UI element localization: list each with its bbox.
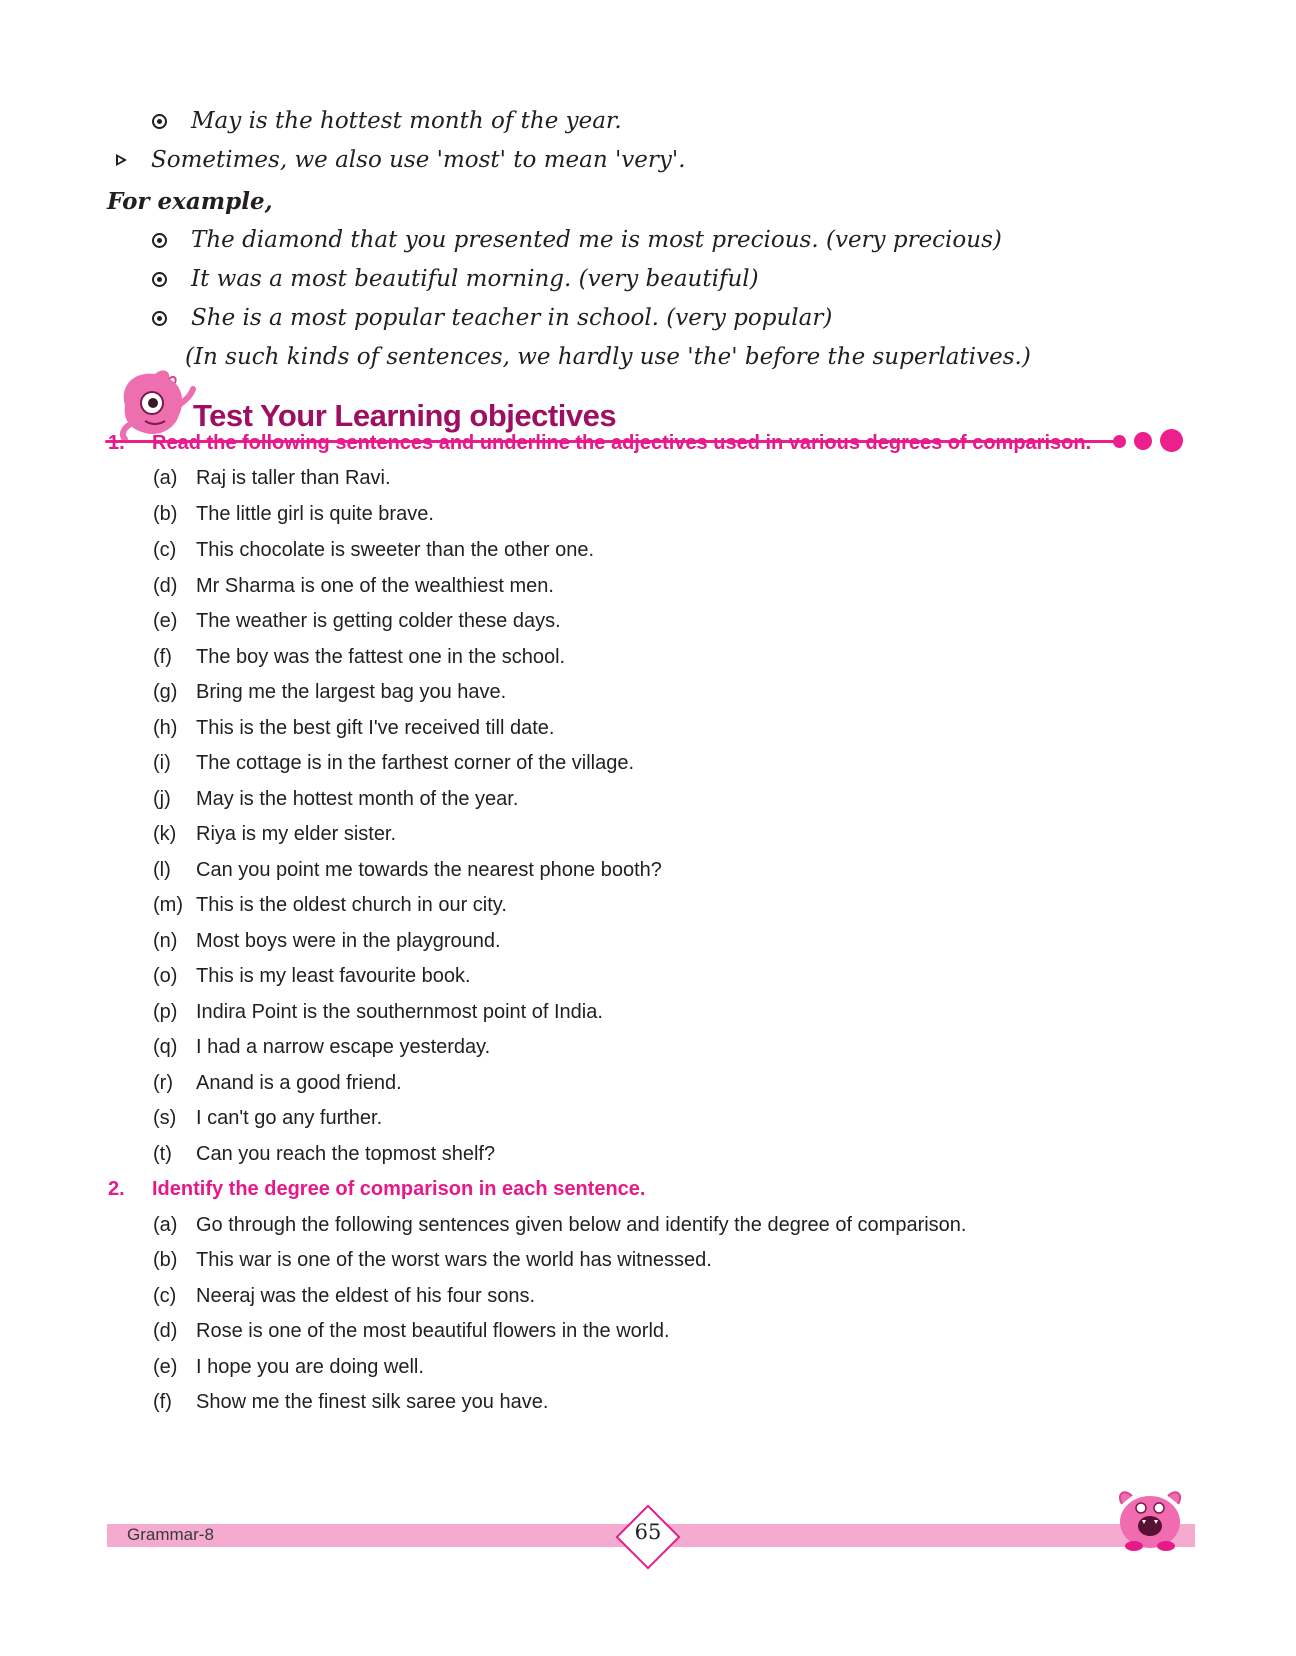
- item-text: I had a narrow escape yesterday.: [196, 1036, 491, 1058]
- question-number: 1.: [108, 432, 125, 454]
- list-item: [153, 894, 507, 917]
- item-label: (s): [153, 1107, 177, 1129]
- item-text: The weather is getting colder these days.: [196, 610, 561, 632]
- list-item: [153, 1143, 495, 1166]
- item-text: Most boys were in the playground.: [196, 930, 501, 952]
- list-item: [153, 752, 634, 775]
- example-row: [152, 227, 1002, 253]
- item-label: (d): [153, 1320, 178, 1342]
- item-label: (g): [153, 681, 178, 703]
- list-item: [153, 681, 506, 704]
- example-text: She is a most popular teacher in school. (very popular): [191, 305, 833, 331]
- example-row: [152, 108, 622, 134]
- example-text: The diamond that you presented me is most precious. (very precious): [191, 227, 1002, 253]
- item-label: (e): [153, 1356, 178, 1378]
- list-item: [153, 646, 565, 669]
- list-item: [153, 1107, 382, 1130]
- item-text: Anand is a good friend.: [196, 1072, 402, 1094]
- question-number: 2.: [108, 1178, 125, 1200]
- item-text: Bring me the largest bag you have.: [196, 681, 507, 703]
- example-text: It was a most beautiful morning. (very beautiful): [191, 266, 759, 292]
- list-item: [153, 1320, 670, 1343]
- rule-text: Sometimes, we also use 'most' to mean 'very'.: [151, 147, 686, 173]
- list-item: [153, 788, 518, 811]
- item-text: Raj is taller than Ravi.: [196, 467, 391, 489]
- list-item: [153, 1001, 603, 1024]
- item-label: (m): [153, 894, 183, 916]
- question-2-title: [108, 1178, 645, 1201]
- item-label: (r): [153, 1072, 173, 1094]
- item-text: Go through the following sentences given below and identify the degree of comparison.: [196, 1214, 967, 1236]
- item-text: The cottage is in the farthest corner of the village.: [196, 752, 635, 774]
- item-text: Indira Point is the southernmost point of India.: [196, 1001, 603, 1023]
- list-item: [153, 1036, 490, 1059]
- item-text: The little girl is quite brave.: [196, 503, 434, 525]
- item-text: Mr Sharma is one of the wealthiest men.: [196, 575, 554, 597]
- item-text: This is the oldest church in our city.: [196, 894, 507, 916]
- item-label: (e): [153, 610, 178, 632]
- list-item: [153, 467, 391, 490]
- item-label: (p): [153, 1001, 178, 1023]
- footer-book-title: Grammar-8: [127, 1525, 214, 1544]
- item-label: (c): [153, 539, 177, 561]
- circle-bullet-icon: [152, 311, 167, 326]
- decor-dot-icon: [1113, 435, 1126, 448]
- item-text: This war is one of the worst wars the world has witnessed.: [196, 1249, 712, 1271]
- item-text: Riya is my elder sister.: [196, 823, 397, 845]
- item-text: The boy was the fattest one in the school.: [196, 646, 566, 668]
- for-example-heading: For example,: [107, 188, 273, 215]
- section-title: Test Your Learning objectives: [193, 398, 617, 433]
- item-label: (b): [153, 1249, 178, 1271]
- item-text: I can't go any further.: [196, 1107, 383, 1129]
- item-label: (o): [153, 965, 178, 987]
- item-label: (l): [153, 859, 171, 881]
- question-1-title: [108, 432, 1091, 455]
- decor-dot-icon: [1134, 432, 1152, 450]
- circle-bullet-icon: [152, 272, 167, 287]
- example-row: [152, 305, 832, 331]
- item-label: (d): [153, 575, 178, 597]
- item-text: This is my least favourite book.: [196, 965, 471, 987]
- list-item: [153, 539, 594, 562]
- question-text: Identify the degree of comparison in each sentence.: [152, 1178, 646, 1200]
- item-text: This is the best gift I've received till date.: [196, 717, 555, 739]
- item-label: (k): [153, 823, 177, 845]
- note-text: (In such kinds of sentences, we hardly use 'the' before the superlatives.): [185, 344, 1031, 370]
- list-item: [153, 823, 396, 846]
- question-text: Read the following sentences and underline the adjectives used in various degrees of comparison.: [152, 432, 1092, 454]
- item-label: (i): [153, 752, 171, 774]
- list-item: [153, 1356, 424, 1379]
- item-label: (b): [153, 503, 178, 525]
- page-number: 65: [634, 1520, 662, 1544]
- item-text: This chocolate is sweeter than the other one.: [196, 539, 595, 561]
- item-label: (j): [153, 788, 171, 810]
- list-item: [153, 1285, 535, 1308]
- item-label: (f): [153, 646, 172, 668]
- monster-footer-icon: [1108, 1482, 1192, 1554]
- item-label: (c): [153, 1285, 177, 1307]
- item-text: Neeraj was the eldest of his four sons.: [196, 1285, 536, 1307]
- item-text: I hope you are doing well.: [196, 1356, 424, 1378]
- item-text: Can you point me towards the nearest phone booth?: [196, 859, 662, 881]
- item-text: May is the hottest month of the year.: [196, 788, 519, 810]
- list-item: [153, 575, 554, 598]
- example-row: [152, 266, 759, 292]
- item-label: (q): [153, 1036, 178, 1058]
- list-item: [153, 1214, 967, 1237]
- arrow-bullet-icon: [116, 154, 127, 166]
- list-item: [153, 930, 501, 953]
- example-text: May is the hottest month of the year.: [191, 108, 622, 134]
- item-label: (a): [153, 467, 178, 489]
- item-text: Can you reach the topmost shelf?: [196, 1143, 496, 1165]
- item-label: (t): [153, 1143, 172, 1165]
- item-text: Show me the finest silk saree you have.: [196, 1391, 549, 1413]
- list-item: [153, 1249, 712, 1272]
- circle-bullet-icon: [152, 114, 167, 129]
- list-item: [153, 610, 561, 633]
- list-item: [153, 503, 434, 526]
- item-text: Rose is one of the most beautiful flowers in the world.: [196, 1320, 670, 1342]
- item-label: (f): [153, 1391, 172, 1413]
- circle-bullet-icon: [152, 233, 167, 248]
- decor-dot-icon: [1160, 429, 1183, 452]
- item-label: (n): [153, 930, 178, 952]
- rule-row: [116, 147, 686, 173]
- list-item: [153, 1072, 402, 1095]
- list-item: [153, 859, 662, 882]
- list-item: [153, 1391, 548, 1414]
- list-item: [153, 717, 554, 740]
- item-label: (h): [153, 717, 178, 739]
- list-item: [153, 965, 471, 988]
- item-label: (a): [153, 1214, 178, 1236]
